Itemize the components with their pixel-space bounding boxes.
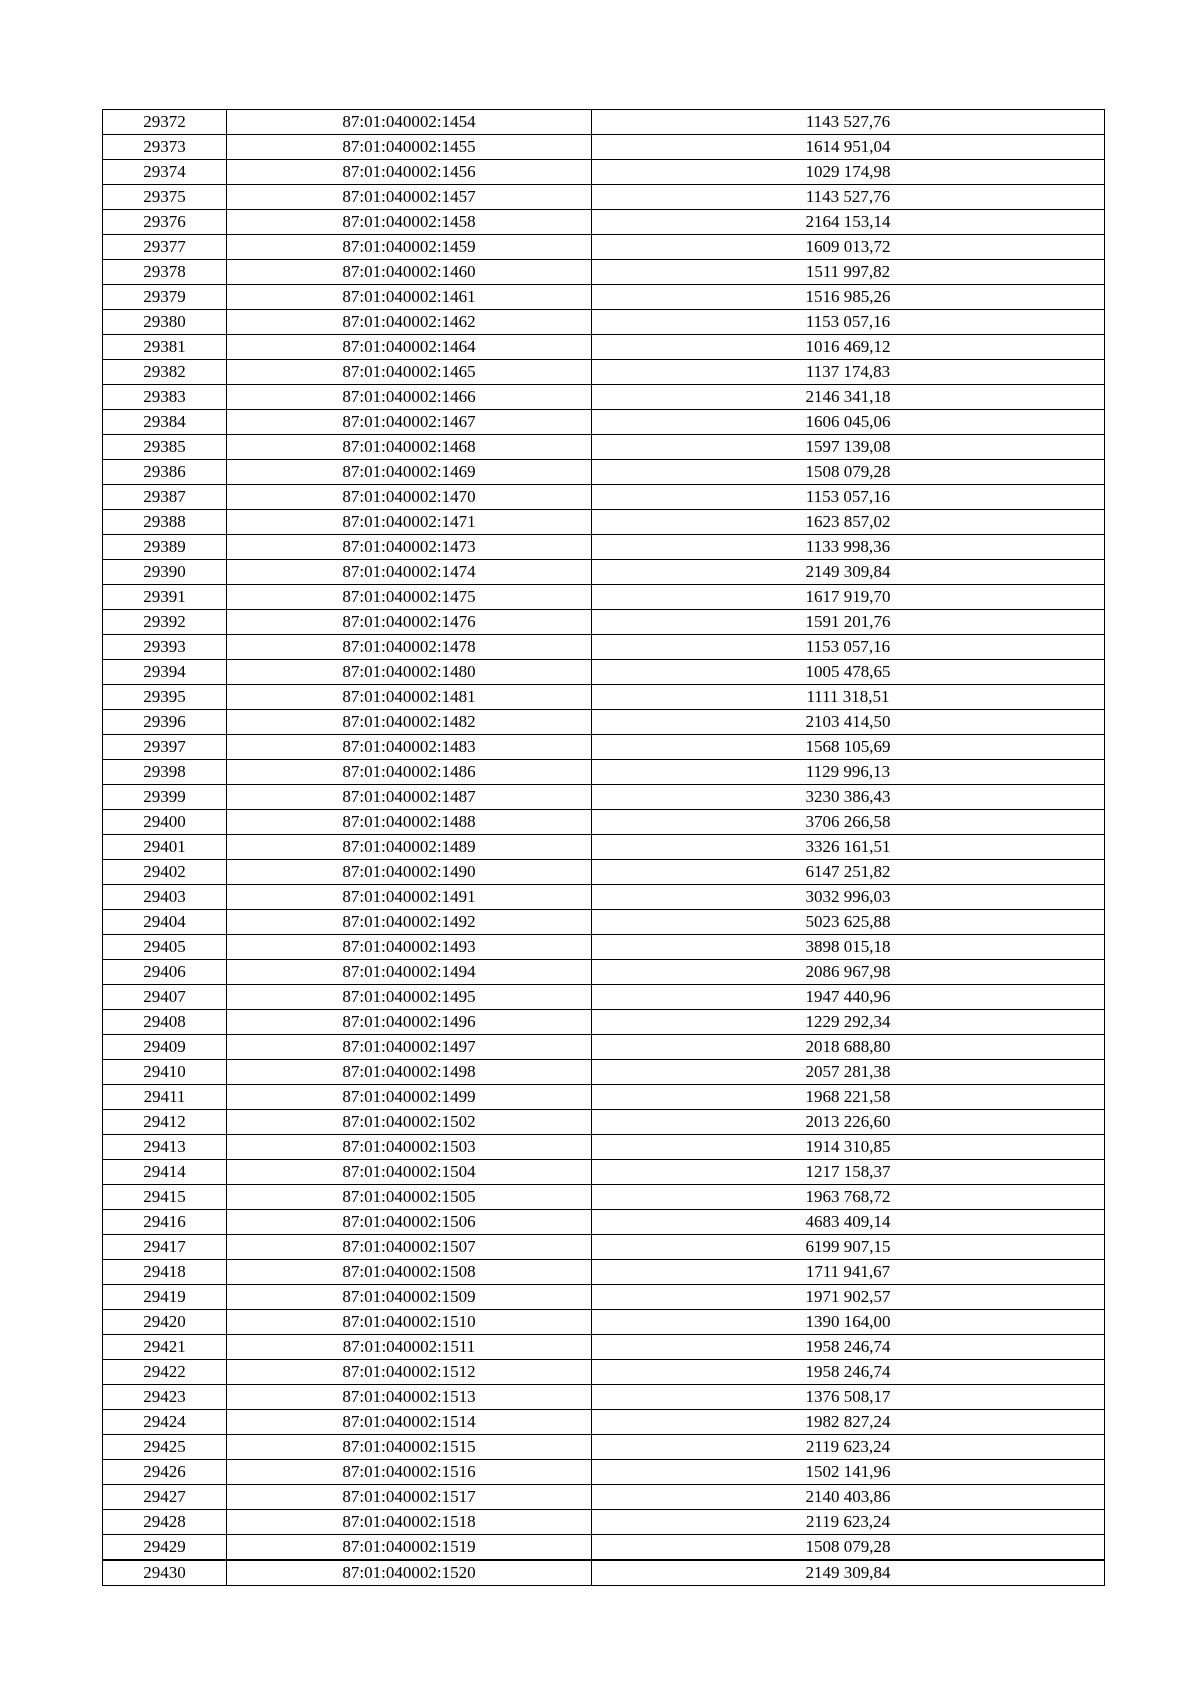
row-number-cell: 29428 [103, 1510, 227, 1535]
row-number-cell: 29385 [103, 435, 227, 460]
value-cell: 1111 318,51 [592, 685, 1105, 710]
cadastral-number-cell: 87:01:040002:1513 [227, 1385, 592, 1410]
value-cell: 1137 174,83 [592, 360, 1105, 385]
table-row [103, 135, 1105, 160]
cadastral-number-cell: 87:01:040002:1454 [227, 110, 592, 135]
row-number-cell: 29375 [103, 185, 227, 210]
table-row [103, 1510, 1105, 1535]
cadastral-number-cell: 87:01:040002:1495 [227, 985, 592, 1010]
value-cell: 1614 951,04 [592, 135, 1105, 160]
table-row [103, 110, 1105, 135]
value-cell: 1133 998,36 [592, 535, 1105, 560]
row-number-cell: 29397 [103, 735, 227, 760]
table-row [103, 610, 1105, 635]
row-number-cell: 29413 [103, 1135, 227, 1160]
table-row [103, 1560, 1105, 1586]
row-number-cell: 29429 [103, 1535, 227, 1561]
row-number-cell: 29406 [103, 960, 227, 985]
cadastral-number-cell: 87:01:040002:1471 [227, 510, 592, 535]
table-row [103, 1085, 1105, 1110]
value-cell: 1711 941,67 [592, 1260, 1105, 1285]
value-cell: 5023 625,88 [592, 910, 1105, 935]
cadastral-number-cell: 87:01:040002:1475 [227, 585, 592, 610]
table-row [103, 910, 1105, 935]
value-cell: 2018 688,80 [592, 1035, 1105, 1060]
table-row [103, 285, 1105, 310]
table-row [103, 1385, 1105, 1410]
value-cell: 1958 246,74 [592, 1335, 1105, 1360]
table-row [103, 1135, 1105, 1160]
row-number-cell: 29427 [103, 1485, 227, 1510]
row-number-cell: 29383 [103, 385, 227, 410]
value-cell: 1609 013,72 [592, 235, 1105, 260]
row-number-cell: 29377 [103, 235, 227, 260]
row-number-cell: 29424 [103, 1410, 227, 1435]
row-number-cell: 29399 [103, 785, 227, 810]
row-number-cell: 29430 [103, 1560, 227, 1586]
cadastral-number-cell: 87:01:040002:1483 [227, 735, 592, 760]
cadastral-number-cell: 87:01:040002:1456 [227, 160, 592, 185]
value-cell: 1016 469,12 [592, 335, 1105, 360]
value-cell: 6199 907,15 [592, 1235, 1105, 1260]
value-cell: 1376 508,17 [592, 1385, 1105, 1410]
value-cell: 6147 251,82 [592, 860, 1105, 885]
cadastral-number-cell: 87:01:040002:1478 [227, 635, 592, 660]
table-row [103, 560, 1105, 585]
table-row [103, 460, 1105, 485]
row-number-cell: 29407 [103, 985, 227, 1010]
row-number-cell: 29414 [103, 1160, 227, 1185]
cadastral-number-cell: 87:01:040002:1482 [227, 710, 592, 735]
cadastral-number-cell: 87:01:040002:1509 [227, 1285, 592, 1310]
row-number-cell: 29411 [103, 1085, 227, 1110]
value-cell: 1217 158,37 [592, 1160, 1105, 1185]
value-cell: 1958 246,74 [592, 1360, 1105, 1385]
value-cell: 2149 309,84 [592, 1560, 1105, 1586]
cadastral-number-cell: 87:01:040002:1462 [227, 310, 592, 335]
cadastral-number-cell: 87:01:040002:1487 [227, 785, 592, 810]
value-cell: 1617 919,70 [592, 585, 1105, 610]
value-cell: 1968 221,58 [592, 1085, 1105, 1110]
row-number-cell: 29379 [103, 285, 227, 310]
row-number-cell: 29392 [103, 610, 227, 635]
cadastral-number-cell: 87:01:040002:1506 [227, 1210, 592, 1235]
table-row [103, 1035, 1105, 1060]
cadastral-number-cell: 87:01:040002:1474 [227, 560, 592, 585]
row-number-cell: 29389 [103, 535, 227, 560]
cadastral-number-cell: 87:01:040002:1503 [227, 1135, 592, 1160]
cadastral-number-cell: 87:01:040002:1494 [227, 960, 592, 985]
row-number-cell: 29423 [103, 1385, 227, 1410]
table-row [103, 785, 1105, 810]
cadastral-number-cell: 87:01:040002:1498 [227, 1060, 592, 1085]
table-row [103, 485, 1105, 510]
value-cell: 1591 201,76 [592, 610, 1105, 635]
cadastral-number-cell: 87:01:040002:1468 [227, 435, 592, 460]
cadastral-number-cell: 87:01:040002:1457 [227, 185, 592, 210]
cadastral-number-cell: 87:01:040002:1467 [227, 410, 592, 435]
table-row [103, 1210, 1105, 1235]
row-number-cell: 29384 [103, 410, 227, 435]
table-row [103, 1160, 1105, 1185]
cadastral-number-cell: 87:01:040002:1461 [227, 285, 592, 310]
table-row [103, 510, 1105, 535]
table-row [103, 760, 1105, 785]
value-cell: 1606 045,06 [592, 410, 1105, 435]
table-row [103, 160, 1105, 185]
value-cell: 1508 079,28 [592, 1535, 1105, 1561]
cadastral-number-cell: 87:01:040002:1480 [227, 660, 592, 685]
row-number-cell: 29386 [103, 460, 227, 485]
row-number-cell: 29404 [103, 910, 227, 935]
table-row [103, 710, 1105, 735]
table-row [103, 685, 1105, 710]
cadastral-number-cell: 87:01:040002:1517 [227, 1485, 592, 1510]
value-cell: 1511 997,82 [592, 260, 1105, 285]
table-row [103, 885, 1105, 910]
row-number-cell: 29372 [103, 110, 227, 135]
cadastral-number-cell: 87:01:040002:1516 [227, 1460, 592, 1485]
value-cell: 4683 409,14 [592, 1210, 1105, 1235]
table-row [103, 1360, 1105, 1385]
table-row [103, 860, 1105, 885]
value-cell: 2140 403,86 [592, 1485, 1105, 1510]
row-number-cell: 29390 [103, 560, 227, 585]
cadastral-number-cell: 87:01:040002:1491 [227, 885, 592, 910]
row-number-cell: 29418 [103, 1260, 227, 1285]
value-cell: 2149 309,84 [592, 560, 1105, 585]
row-number-cell: 29391 [103, 585, 227, 610]
table-row [103, 935, 1105, 960]
row-number-cell: 29415 [103, 1185, 227, 1210]
table-row [103, 985, 1105, 1010]
row-number-cell: 29408 [103, 1010, 227, 1035]
value-cell: 1597 139,08 [592, 435, 1105, 460]
cadastral-number-cell: 87:01:040002:1502 [227, 1110, 592, 1135]
cadastral-number-cell: 87:01:040002:1481 [227, 685, 592, 710]
cadastral-number-cell: 87:01:040002:1496 [227, 1010, 592, 1035]
table-row [103, 1235, 1105, 1260]
row-number-cell: 29425 [103, 1435, 227, 1460]
row-number-cell: 29417 [103, 1235, 227, 1260]
value-cell: 3326 161,51 [592, 835, 1105, 860]
cadastral-number-cell: 87:01:040002:1460 [227, 260, 592, 285]
cadastral-number-cell: 87:01:040002:1473 [227, 535, 592, 560]
table-row [103, 1435, 1105, 1460]
table-row [103, 385, 1105, 410]
value-cell: 1568 105,69 [592, 735, 1105, 760]
value-cell: 1153 057,16 [592, 635, 1105, 660]
cadastral-number-cell: 87:01:040002:1510 [227, 1310, 592, 1335]
value-cell: 1982 827,24 [592, 1410, 1105, 1435]
row-number-cell: 29382 [103, 360, 227, 385]
table-row [103, 185, 1105, 210]
value-cell: 2146 341,18 [592, 385, 1105, 410]
cadastral-number-cell: 87:01:040002:1458 [227, 210, 592, 235]
table-row [103, 1010, 1105, 1035]
value-cell: 1153 057,16 [592, 485, 1105, 510]
table-row [103, 1285, 1105, 1310]
value-cell: 3230 386,43 [592, 785, 1105, 810]
row-number-cell: 29381 [103, 335, 227, 360]
cadastral-number-cell: 87:01:040002:1519 [227, 1535, 592, 1561]
value-cell: 1390 164,00 [592, 1310, 1105, 1335]
cadastral-number-cell: 87:01:040002:1512 [227, 1360, 592, 1385]
table-row [103, 410, 1105, 435]
cadastral-number-cell: 87:01:040002:1505 [227, 1185, 592, 1210]
table-row [103, 1460, 1105, 1485]
value-cell: 1143 527,76 [592, 185, 1105, 210]
table-row [103, 1060, 1105, 1085]
value-cell: 1502 141,96 [592, 1460, 1105, 1485]
table-row [103, 960, 1105, 985]
value-cell: 2013 226,60 [592, 1110, 1105, 1135]
value-cell: 1229 292,34 [592, 1010, 1105, 1035]
row-number-cell: 29421 [103, 1335, 227, 1360]
value-cell: 2086 967,98 [592, 960, 1105, 985]
table-row [103, 310, 1105, 335]
table-row [103, 735, 1105, 760]
value-cell: 1623 857,02 [592, 510, 1105, 535]
cadastral-number-cell: 87:01:040002:1497 [227, 1035, 592, 1060]
value-cell: 2164 153,14 [592, 210, 1105, 235]
value-cell: 2057 281,38 [592, 1060, 1105, 1085]
row-number-cell: 29373 [103, 135, 227, 160]
value-cell: 3032 996,03 [592, 885, 1105, 910]
row-number-cell: 29419 [103, 1285, 227, 1310]
row-number-cell: 29426 [103, 1460, 227, 1485]
row-number-cell: 29388 [103, 510, 227, 535]
table-row [103, 1260, 1105, 1285]
cadastral-number-cell: 87:01:040002:1504 [227, 1160, 592, 1185]
cadastral-number-cell: 87:01:040002:1499 [227, 1085, 592, 1110]
cadastral-number-cell: 87:01:040002:1518 [227, 1510, 592, 1535]
value-cell: 1947 440,96 [592, 985, 1105, 1010]
row-number-cell: 29410 [103, 1060, 227, 1085]
value-cell: 1005 478,65 [592, 660, 1105, 685]
value-cell: 3706 266,58 [592, 810, 1105, 835]
row-number-cell: 29393 [103, 635, 227, 660]
table-row [103, 260, 1105, 285]
table-row [103, 1310, 1105, 1335]
row-number-cell: 29412 [103, 1110, 227, 1135]
row-number-cell: 29420 [103, 1310, 227, 1335]
cadastral-value-table [102, 109, 1105, 1586]
cadastral-number-cell: 87:01:040002:1476 [227, 610, 592, 635]
value-cell: 1129 996,13 [592, 760, 1105, 785]
value-cell: 1963 768,72 [592, 1185, 1105, 1210]
cadastral-number-cell: 87:01:040002:1466 [227, 385, 592, 410]
table-row [103, 810, 1105, 835]
row-number-cell: 29405 [103, 935, 227, 960]
cadastral-number-cell: 87:01:040002:1520 [227, 1560, 592, 1586]
table-row [103, 1410, 1105, 1435]
value-cell: 1914 310,85 [592, 1135, 1105, 1160]
row-number-cell: 29398 [103, 760, 227, 785]
row-number-cell: 29402 [103, 860, 227, 885]
cadastral-number-cell: 87:01:040002:1488 [227, 810, 592, 835]
row-number-cell: 29416 [103, 1210, 227, 1235]
row-number-cell: 29422 [103, 1360, 227, 1385]
cadastral-number-cell: 87:01:040002:1455 [227, 135, 592, 160]
value-cell: 1971 902,57 [592, 1285, 1105, 1310]
row-number-cell: 29376 [103, 210, 227, 235]
table-row [103, 660, 1105, 685]
cadastral-number-cell: 87:01:040002:1511 [227, 1335, 592, 1360]
table-row [103, 1535, 1105, 1561]
table-row [103, 435, 1105, 460]
cadastral-number-cell: 87:01:040002:1470 [227, 485, 592, 510]
cadastral-number-cell: 87:01:040002:1486 [227, 760, 592, 785]
row-number-cell: 29380 [103, 310, 227, 335]
row-number-cell: 29374 [103, 160, 227, 185]
table-row [103, 635, 1105, 660]
row-number-cell: 29387 [103, 485, 227, 510]
row-number-cell: 29396 [103, 710, 227, 735]
value-cell: 1508 079,28 [592, 460, 1105, 485]
cadastral-number-cell: 87:01:040002:1508 [227, 1260, 592, 1285]
table-row [103, 1185, 1105, 1210]
value-cell: 3898 015,18 [592, 935, 1105, 960]
table-row [103, 1110, 1105, 1135]
cadastral-number-cell: 87:01:040002:1493 [227, 935, 592, 960]
value-cell: 2119 623,24 [592, 1510, 1105, 1535]
table-row [103, 1485, 1105, 1510]
row-number-cell: 29403 [103, 885, 227, 910]
cadastral-number-cell: 87:01:040002:1492 [227, 910, 592, 935]
cadastral-number-cell: 87:01:040002:1459 [227, 235, 592, 260]
value-cell: 1516 985,26 [592, 285, 1105, 310]
table-row [103, 210, 1105, 235]
value-cell: 2119 623,24 [592, 1435, 1105, 1460]
row-number-cell: 29395 [103, 685, 227, 710]
row-number-cell: 29409 [103, 1035, 227, 1060]
table-row [103, 360, 1105, 385]
cadastral-number-cell: 87:01:040002:1515 [227, 1435, 592, 1460]
cadastral-number-cell: 87:01:040002:1507 [227, 1235, 592, 1260]
cadastral-number-cell: 87:01:040002:1514 [227, 1410, 592, 1435]
table-row [103, 235, 1105, 260]
table-row [103, 535, 1105, 560]
table-row [103, 585, 1105, 610]
cadastral-number-cell: 87:01:040002:1489 [227, 835, 592, 860]
cadastral-number-cell: 87:01:040002:1464 [227, 335, 592, 360]
row-number-cell: 29400 [103, 810, 227, 835]
value-cell: 1143 527,76 [592, 110, 1105, 135]
value-cell: 1029 174,98 [592, 160, 1105, 185]
table-row [103, 835, 1105, 860]
table-body [103, 110, 1105, 1586]
cadastral-number-cell: 87:01:040002:1469 [227, 460, 592, 485]
cadastral-number-cell: 87:01:040002:1465 [227, 360, 592, 385]
value-cell: 2103 414,50 [592, 710, 1105, 735]
cadastral-number-cell: 87:01:040002:1490 [227, 860, 592, 885]
row-number-cell: 29401 [103, 835, 227, 860]
value-cell: 1153 057,16 [592, 310, 1105, 335]
row-number-cell: 29394 [103, 660, 227, 685]
table-row [103, 335, 1105, 360]
row-number-cell: 29378 [103, 260, 227, 285]
table-row [103, 1335, 1105, 1360]
